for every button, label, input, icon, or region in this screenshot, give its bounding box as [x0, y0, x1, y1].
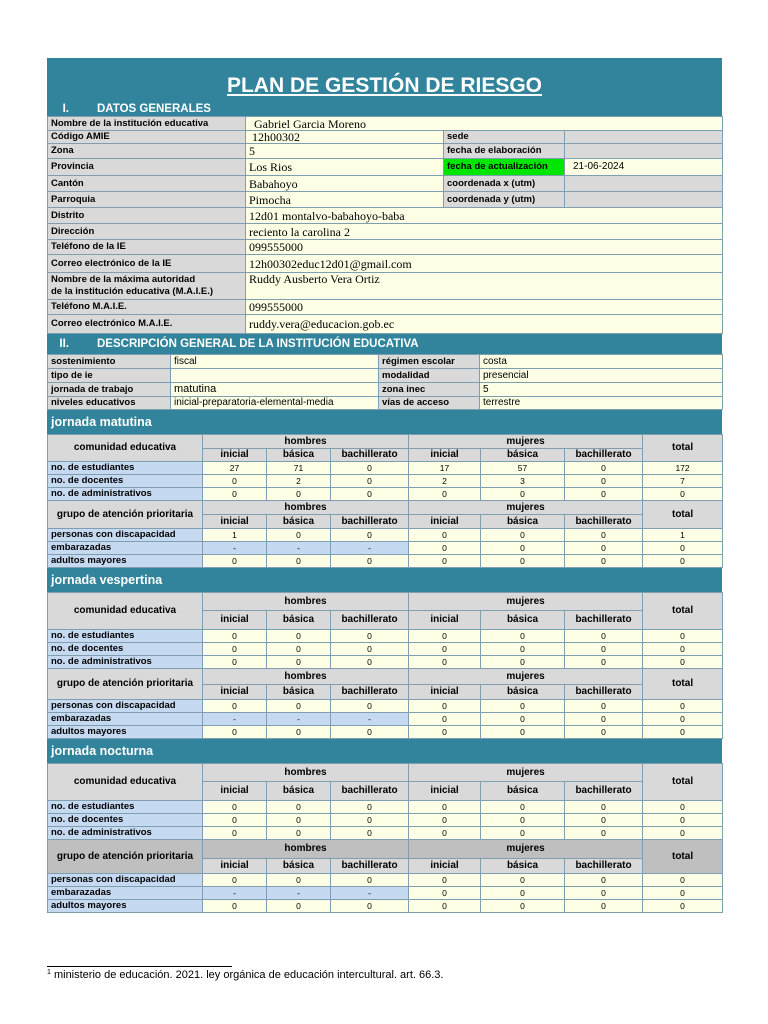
cell-docentes: 0: [643, 814, 723, 827]
label-direccion: Dirección: [48, 224, 246, 240]
label-coordenada-y: coordenada y (utm): [444, 192, 565, 208]
group-header: comunidad educativa: [48, 593, 203, 630]
value-tipo-ie: [171, 369, 379, 383]
cell-discapacidad: 0: [409, 874, 481, 887]
cell-discapacidad: 0: [267, 529, 331, 542]
row-label-discapacidad: personas con discapacidad: [48, 874, 203, 887]
level-header-bachillerato: bachillerato: [331, 515, 409, 529]
section-title: DATOS GENERALES: [97, 103, 211, 115]
cell-embarazadas: -: [267, 542, 331, 555]
cell-administrativos: 0: [643, 656, 723, 669]
cell-estudiantes: 27: [203, 462, 267, 475]
cell-administrativos: 0: [331, 488, 409, 501]
description-table: [47, 354, 723, 410]
level-header-bachillerato: bachillerato: [565, 449, 643, 462]
row-label-estudiantes: no. de estudiantes: [48, 801, 203, 814]
total-header: total: [643, 669, 723, 700]
label-vias: vías de acceso: [379, 397, 480, 410]
cell-administrativos: 0: [643, 488, 723, 501]
level-header-bachillerato: bachillerato: [331, 859, 409, 874]
cell-discapacidad: 0: [481, 874, 565, 887]
cell-estudiantes: 0: [409, 630, 481, 643]
label-correo: Correo electrónico de la IE: [48, 255, 246, 273]
cell-discapacidad: 0: [481, 700, 565, 713]
cell-estudiantes: 0: [331, 630, 409, 643]
row-label-embarazadas: embarazadas: [48, 713, 203, 726]
label-coordenada-x: coordenada x (utm): [444, 176, 565, 192]
page-title: PLAN DE GESTIÓN DE RIESGO: [47, 58, 722, 102]
level-header-basica: básica: [267, 449, 331, 462]
level-header-basica: básica: [267, 685, 331, 700]
label-sede: sede: [444, 131, 565, 144]
cell-docentes: 0: [267, 814, 331, 827]
label-niveles: niveles educativos: [48, 397, 171, 410]
cell-adultos: 0: [267, 555, 331, 568]
cell-discapacidad: 0: [203, 700, 267, 713]
label-distrito: Distrito: [48, 208, 246, 224]
value-maie: Ruddy Ausberto Vera Ortiz: [246, 273, 723, 300]
value-amie: 12h00302: [246, 131, 444, 144]
cell-administrativos: 0: [267, 488, 331, 501]
total-header: total: [643, 764, 723, 801]
cell-adultos: 0: [409, 555, 481, 568]
row-label-discapacidad: personas con discapacidad: [48, 700, 203, 713]
value-direccion: reciento la carolina 2: [246, 224, 723, 240]
cell-embarazadas: -: [267, 887, 331, 900]
cell-discapacidad: 0: [203, 874, 267, 887]
hombres-header: hombres: [203, 764, 409, 782]
cell-estudiantes: 17: [409, 462, 481, 475]
value-modalidad: presencial: [480, 369, 723, 383]
footnote-mark: 1: [47, 969, 51, 976]
level-header-bachillerato: bachillerato: [565, 685, 643, 700]
level-header-inicial: inicial: [203, 782, 267, 801]
cell-estudiantes: 0: [565, 462, 643, 475]
cell-adultos: 0: [267, 726, 331, 739]
cell-docentes: 7: [643, 475, 723, 488]
cell-embarazadas: 0: [643, 542, 723, 555]
mujeres-header: mujeres: [409, 764, 643, 782]
level-header-basica: básica: [267, 611, 331, 630]
level-header-inicial: inicial: [409, 782, 481, 801]
cell-adultos: 0: [643, 726, 723, 739]
group-header: grupo de atención prioritaria: [48, 501, 203, 529]
cell-embarazadas: 0: [565, 713, 643, 726]
label-telefono: Teléfono de la IE: [48, 240, 246, 255]
footnote-text: ministerio de educación. 2021. ley orgánica de educación intercultural. art. 66.3.: [50, 969, 444, 981]
hombres-header: hombres: [203, 435, 409, 449]
row-label-adultos: adultos mayores: [48, 555, 203, 568]
jornada-header: jornada matutina: [47, 410, 722, 434]
row-label-administrativos: no. de administrativos: [48, 827, 203, 840]
cell-docentes: 0: [331, 643, 409, 656]
cell-docentes: 3: [481, 475, 565, 488]
cell-embarazadas: 0: [643, 713, 723, 726]
cell-docentes: 2: [267, 475, 331, 488]
row-label-embarazadas: embarazadas: [48, 887, 203, 900]
cell-discapacidad: 0: [331, 529, 409, 542]
cell-estudiantes: 0: [565, 801, 643, 814]
cell-adultos: 0: [643, 555, 723, 568]
label-nombre: Nombre de la institución educativa: [48, 117, 246, 131]
section-title: DESCRIPCIÓN GENERAL DE LA INSTITUCIÓN EDUCATIVA: [97, 338, 419, 350]
cell-administrativos: 0: [643, 827, 723, 840]
mujeres-header: mujeres: [409, 669, 643, 685]
cell-docentes: 0: [481, 643, 565, 656]
cell-docentes: 0: [331, 814, 409, 827]
level-header-bachillerato: bachillerato: [565, 611, 643, 630]
cell-estudiantes: 0: [565, 630, 643, 643]
hombres-header: hombres: [203, 840, 409, 859]
label-telefono-maie: Teléfono M.A.I.E.: [48, 300, 246, 315]
cell-administrativos: 0: [267, 656, 331, 669]
cell-adultos: 0: [565, 900, 643, 913]
cell-administrativos: 0: [409, 827, 481, 840]
level-header-basica: básica: [481, 515, 565, 529]
row-label-docentes: no. de docentes: [48, 643, 203, 656]
row-label-estudiantes: no. de estudiantes: [48, 462, 203, 475]
cell-estudiantes: 0: [643, 630, 723, 643]
cell-embarazadas: -: [267, 713, 331, 726]
footnote: [47, 969, 443, 981]
mujeres-header: mujeres: [409, 593, 643, 611]
total-header: total: [643, 435, 723, 462]
mujeres-header: mujeres: [409, 501, 643, 515]
cell-administrativos: 0: [203, 488, 267, 501]
cell-discapacidad: 1: [643, 529, 723, 542]
cell-administrativos: 0: [267, 827, 331, 840]
label-zona: Zona: [48, 144, 246, 159]
cell-discapacidad: 0: [565, 874, 643, 887]
cell-estudiantes: 0: [267, 801, 331, 814]
cell-docentes: 0: [203, 475, 267, 488]
cell-docentes: 0: [409, 814, 481, 827]
cell-embarazadas: -: [203, 887, 267, 900]
cell-docentes: 0: [203, 643, 267, 656]
hombres-header: hombres: [203, 501, 409, 515]
cell-discapacidad: 1: [203, 529, 267, 542]
label-regimen: régimen escolar: [379, 355, 480, 369]
total-header: total: [643, 501, 723, 529]
level-header-inicial: inicial: [203, 515, 267, 529]
cell-discapacidad: 0: [409, 700, 481, 713]
label-correo-maie: Correo electrónico M.A.I.E.: [48, 315, 246, 334]
cell-docentes: 0: [565, 814, 643, 827]
cell-adultos: 0: [481, 900, 565, 913]
level-header-basica: básica: [481, 449, 565, 462]
group-header: grupo de atención prioritaria: [48, 840, 203, 874]
level-header-bachillerato: bachillerato: [565, 515, 643, 529]
value-telefono: 099555000: [246, 240, 723, 255]
footnote-rule: [47, 966, 232, 967]
value-correo: 12h00302educ12d01@gmail.com: [246, 255, 723, 273]
jornada-block: [47, 568, 722, 739]
cell-estudiantes: 0: [481, 630, 565, 643]
value-zona: 5: [246, 144, 444, 159]
cell-administrativos: 0: [331, 656, 409, 669]
cell-adultos: 0: [565, 726, 643, 739]
level-header-basica: básica: [481, 611, 565, 630]
label-maie-line2: de la institución educativa (M.A.I.E.): [51, 286, 214, 297]
value-fecha-elaboracion: [565, 144, 723, 159]
cell-discapacidad: 0: [565, 700, 643, 713]
cell-embarazadas: 0: [565, 887, 643, 900]
jornada-block: [47, 739, 722, 913]
cell-embarazadas: -: [331, 542, 409, 555]
label-fecha-elaboracion: fecha de elaboración: [444, 144, 565, 159]
jornada-block: [47, 410, 722, 568]
level-header-basica: básica: [267, 782, 331, 801]
jornada-table: [47, 592, 723, 739]
value-nombre: Gabriel Garcia Moreno: [246, 117, 723, 131]
value-provincia: Los Rios: [246, 159, 444, 176]
hombres-header: hombres: [203, 593, 409, 611]
cell-discapacidad: 0: [267, 874, 331, 887]
mujeres-header: mujeres: [409, 435, 643, 449]
value-zona-inec: 5: [480, 383, 723, 397]
row-label-docentes: no. de docentes: [48, 814, 203, 827]
value-sede: [565, 131, 723, 144]
cell-administrativos: 0: [565, 656, 643, 669]
label-maie: [48, 273, 246, 300]
cell-administrativos: 0: [203, 827, 267, 840]
cell-adultos: 0: [331, 726, 409, 739]
level-header-inicial: inicial: [203, 685, 267, 700]
cell-estudiantes: 0: [481, 801, 565, 814]
cell-estudiantes: 172: [643, 462, 723, 475]
level-header-bachillerato: bachillerato: [331, 782, 409, 801]
cell-discapacidad: 0: [331, 874, 409, 887]
cell-estudiantes: 0: [203, 630, 267, 643]
value-canton: Babahoyo: [246, 176, 444, 192]
cell-embarazadas: 0: [409, 713, 481, 726]
cell-adultos: 0: [203, 900, 267, 913]
cell-estudiantes: 0: [409, 801, 481, 814]
cell-adultos: 0: [267, 900, 331, 913]
label-jornada: jornada de trabajo: [48, 383, 171, 397]
hombres-header: hombres: [203, 669, 409, 685]
row-label-administrativos: no. de administrativos: [48, 656, 203, 669]
section-number: I.: [62, 103, 69, 115]
row-label-embarazadas: embarazadas: [48, 542, 203, 555]
section-datos-generales: [47, 102, 722, 116]
level-header-inicial: inicial: [203, 859, 267, 874]
cell-docentes: 0: [267, 643, 331, 656]
cell-adultos: 0: [643, 900, 723, 913]
value-coordenada-x: [565, 176, 723, 192]
jornada-table: [47, 763, 723, 913]
cell-discapacidad: 0: [409, 529, 481, 542]
level-header-bachillerato: bachillerato: [331, 611, 409, 630]
cell-docentes: 2: [409, 475, 481, 488]
cell-discapacidad: 0: [481, 529, 565, 542]
level-header-inicial: inicial: [409, 449, 481, 462]
cell-embarazadas: 0: [643, 887, 723, 900]
value-coordenada-y: [565, 192, 723, 208]
cell-administrativos: 0: [409, 656, 481, 669]
value-niveles: inicial-preparatoria-elemental-media: [171, 397, 379, 410]
row-label-estudiantes: no. de estudiantes: [48, 630, 203, 643]
row-label-docentes: no. de docentes: [48, 475, 203, 488]
cell-docentes: 0: [203, 814, 267, 827]
cell-embarazadas: 0: [409, 887, 481, 900]
level-header-bachillerato: bachillerato: [565, 859, 643, 874]
level-header-bachillerato: bachillerato: [565, 782, 643, 801]
cell-adultos: 0: [409, 726, 481, 739]
value-telefono-maie: 099555000: [246, 300, 723, 315]
level-header-inicial: inicial: [203, 611, 267, 630]
cell-docentes: 0: [481, 814, 565, 827]
cell-estudiantes: 0: [643, 801, 723, 814]
cell-embarazadas: 0: [481, 887, 565, 900]
general-data-table: [47, 116, 723, 334]
level-header-inicial: inicial: [409, 515, 481, 529]
level-header-basica: básica: [481, 782, 565, 801]
cell-embarazadas: 0: [565, 542, 643, 555]
cell-adultos: 0: [409, 900, 481, 913]
total-header: total: [643, 840, 723, 874]
label-sostenimiento: sostenimiento: [48, 355, 171, 369]
level-header-basica: básica: [267, 515, 331, 529]
cell-discapacidad: 0: [565, 529, 643, 542]
cell-embarazadas: -: [331, 713, 409, 726]
jornadas-container: [47, 410, 722, 913]
value-distrito: 12d01 montalvo-babahoyo-baba: [246, 208, 723, 224]
cell-administrativos: 0: [481, 827, 565, 840]
value-vias: terrestre: [480, 397, 723, 410]
label-maie-line1: Nombre de la máxima autoridad: [51, 274, 196, 285]
cell-administrativos: 0: [481, 488, 565, 501]
value-sostenimiento: fiscal: [171, 355, 379, 369]
label-modalidad: modalidad: [379, 369, 480, 383]
cell-embarazadas: 0: [409, 542, 481, 555]
label-canton: Cantón: [48, 176, 246, 192]
jornada-header: jornada vespertina: [47, 568, 722, 592]
cell-adultos: 0: [203, 555, 267, 568]
level-header-bachillerato: bachillerato: [331, 685, 409, 700]
label-tipo-ie: tipo de ie: [48, 369, 171, 383]
cell-estudiantes: 0: [331, 801, 409, 814]
level-header-bachillerato: bachillerato: [331, 449, 409, 462]
level-header-inicial: inicial: [409, 685, 481, 700]
cell-discapacidad: 0: [331, 700, 409, 713]
jornada-header: jornada nocturna: [47, 739, 722, 763]
cell-estudiantes: 0: [267, 630, 331, 643]
cell-estudiantes: 0: [203, 801, 267, 814]
cell-administrativos: 0: [203, 656, 267, 669]
value-parroquia: Pimocha: [246, 192, 444, 208]
label-amie: Código AMIE: [48, 131, 246, 144]
level-header-basica: básica: [481, 685, 565, 700]
group-header: comunidad educativa: [48, 764, 203, 801]
cell-embarazadas: 0: [481, 542, 565, 555]
cell-docentes: 0: [565, 643, 643, 656]
level-header-inicial: inicial: [203, 449, 267, 462]
document-sheet: [47, 58, 722, 913]
value-correo-maie: ruddy.vera@educacion.gob.ec: [246, 315, 723, 334]
row-label-administrativos: no. de administrativos: [48, 488, 203, 501]
cell-adultos: 0: [481, 726, 565, 739]
level-header-inicial: inicial: [409, 859, 481, 874]
cell-embarazadas: -: [203, 713, 267, 726]
total-header: total: [643, 593, 723, 630]
section-descripcion: [47, 334, 722, 354]
cell-administrativos: 0: [481, 656, 565, 669]
jornada-table: [47, 434, 723, 568]
cell-administrativos: 0: [409, 488, 481, 501]
cell-embarazadas: 0: [481, 713, 565, 726]
level-header-inicial: inicial: [409, 611, 481, 630]
mujeres-header: mujeres: [409, 840, 643, 859]
section-number: II.: [59, 338, 69, 350]
value-regimen: costa: [480, 355, 723, 369]
group-header: grupo de atención prioritaria: [48, 669, 203, 700]
label-parroquia: Parroquia: [48, 192, 246, 208]
row-label-adultos: adultos mayores: [48, 726, 203, 739]
row-label-discapacidad: personas con discapacidad: [48, 529, 203, 542]
cell-adultos: 0: [565, 555, 643, 568]
cell-embarazadas: -: [203, 542, 267, 555]
cell-discapacidad: 0: [643, 700, 723, 713]
label-provincia: Provincia: [48, 159, 246, 176]
cell-adultos: 0: [481, 555, 565, 568]
cell-discapacidad: 0: [267, 700, 331, 713]
group-header: comunidad educativa: [48, 435, 203, 462]
cell-estudiantes: 57: [481, 462, 565, 475]
cell-adultos: 0: [331, 900, 409, 913]
level-header-basica: básica: [267, 859, 331, 874]
cell-estudiantes: 71: [267, 462, 331, 475]
value-jornada: matutina: [171, 383, 379, 397]
cell-administrativos: 0: [565, 827, 643, 840]
cell-embarazadas: -: [331, 887, 409, 900]
label-fecha-actualizacion: fecha de actualización: [444, 159, 565, 176]
cell-docentes: 0: [331, 475, 409, 488]
cell-discapacidad: 0: [643, 874, 723, 887]
cell-administrativos: 0: [565, 488, 643, 501]
cell-docentes: 0: [565, 475, 643, 488]
cell-adultos: 0: [203, 726, 267, 739]
cell-administrativos: 0: [331, 827, 409, 840]
cell-docentes: 0: [409, 643, 481, 656]
row-label-adultos: adultos mayores: [48, 900, 203, 913]
cell-estudiantes: 0: [331, 462, 409, 475]
level-header-basica: básica: [481, 859, 565, 874]
value-fecha-actualizacion: 21-06-2024: [565, 159, 723, 176]
cell-docentes: 0: [643, 643, 723, 656]
label-zona-inec: zona inec: [379, 383, 480, 397]
cell-adultos: 0: [331, 555, 409, 568]
